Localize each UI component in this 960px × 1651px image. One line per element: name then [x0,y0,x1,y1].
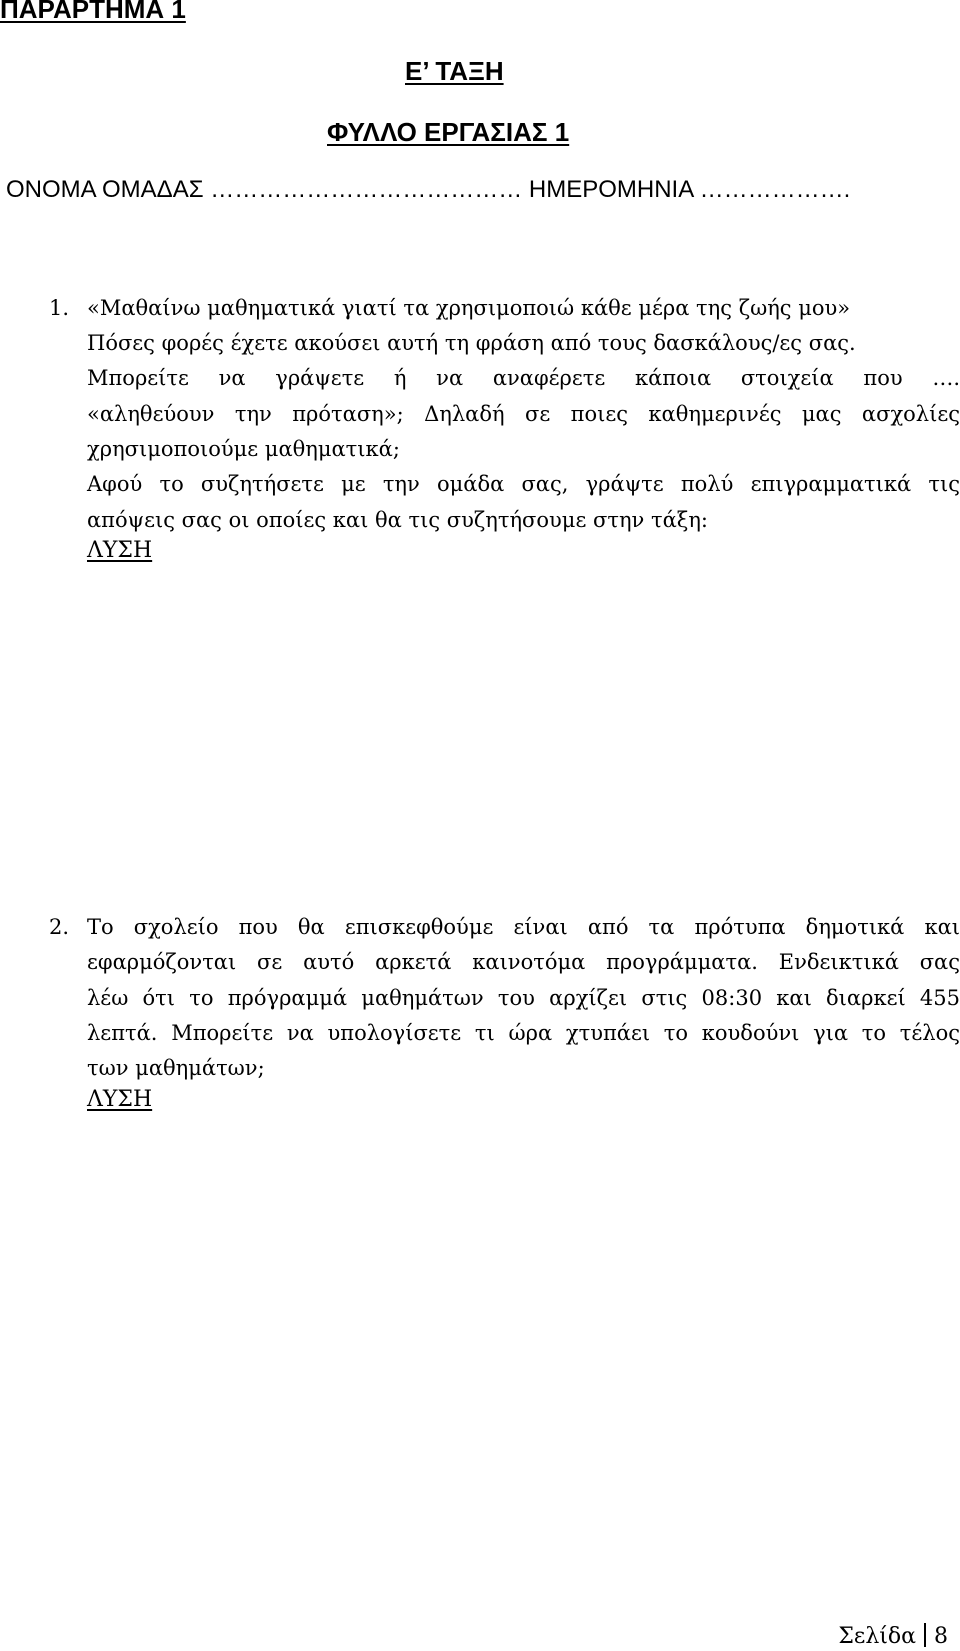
question-1-number: 1. [49,296,70,320]
question-2-line: λεπτά. Μπορείτε να υπολογίσετε τι ώρα χτυπάει το κουδούνι για το τέλος [87,1021,960,1045]
question-2-solution-label: ΛΥΣΗ [87,1087,153,1112]
group-name-date-line: ΟΝΟΜΑ ΟΜΑΔΑΣ ………………………………… ΗΜΕΡΟΜΗΝΙΑ ………………. [6,176,851,203]
question-1-line: «αληθεύουν την πρόταση»; Δηλαδή σε ποιες καθημερινές μας ασχολίες [87,402,960,426]
question-1-line: χρησιμοποιούμε μαθηματικά; [87,437,400,461]
question-1-solution-label: ΛΥΣΗ [87,538,153,563]
question-2-number: 2. [49,915,70,939]
worksheet-title: ΦΥΛΛΟ ΕΡΓΑΣΙΑΣ 1 [327,117,570,147]
question-2-line: των μαθημάτων; [87,1056,265,1080]
question-1-line: Πόσες φορές έχετε ακούσει αυτή τη φράση από τους δασκάλους/ες σας. [87,331,856,355]
page-label: Σελίδα [838,1624,916,1649]
appendix-title: ΠΑΡΑΡΤΗΜΑ 1 [0,0,186,24]
question-1-line: Αφού το συζητήσετε με την ομάδα σας, γράψτε πολύ επιγραμματικά τις [87,472,960,496]
question-1-line: «Μαθαίνω μαθηματικά γιατί τα χρησιμοποιώ κάθε μέρα της ζωής μου» [87,296,851,320]
question-2-line: λέω ότι το πρόγραμμά μαθημάτων του αρχίζει στις 08:30 και διαρκεί 455 [87,986,960,1010]
question-2-line: Το σχολείο που θα επισκεφθούμε είναι από τα πρότυπα δημοτικά και [87,915,960,939]
page-footer [838,1623,948,1649]
question-1-line: απόψεις σας οι οποίες και θα τις συζητήσουμε στην τάξη: [87,508,708,532]
question-1-line: Μπορείτε να γράψετε ή να αναφέρετε κάποια στοιχεία που …. [87,366,960,390]
question-2-line: εφαρμόζονται σε αυτό αρκετά καινοτόμα προγράμματα. Ενδεικτικά σας [87,950,960,974]
page-separator [924,1623,926,1647]
page-number: 8 [934,1624,948,1649]
class-title: Ε’ ΤΑΞΗ [405,56,504,86]
